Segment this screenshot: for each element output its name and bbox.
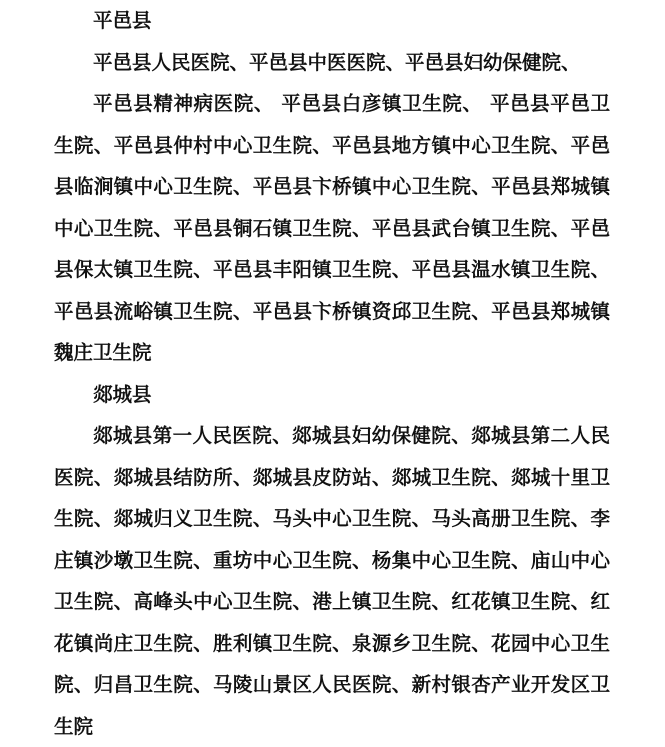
section-heading-pingyi: 平邑县 <box>93 9 152 32</box>
paragraph-pingyi-2: 平邑县精神病医院、 平邑县白彦镇卫生院、 平邑县平邑卫生院、平邑县仲村中心卫生院、平邑县地方镇中心卫生院、平邑县临涧镇中心卫生院、平邑县卞桥镇中心卫生院、平邑县郑城镇中心卫生院、平邑县铜石镇卫生院、平邑县武台镇卫生院、平邑县保太镇卫生院、平邑县丰阳镇卫生院、平邑县温水镇卫生院、平邑县流峪镇卫生院、平邑县卞桥镇资邱卫生院、平邑县郑城镇魏庄卫生院 <box>54 92 610 364</box>
paragraph-tancheng-1: 郯城县第一人民医院、郯城县妇幼保健院、郯城县第二人民医院、郯城县结防所、郯城县皮防站、郯城卫生院、郯城十里卫生院、郯城归义卫生院、马头中心卫生院、马头高册卫生院、李庄镇沙墩卫生院、重坊中心卫生院、杨集中心卫生院、庙山中心卫生院、高峰头中心卫生院、港上镇卫生院、红花镇卫生院、红花镇尚庄卫生院、胜利镇卫生院、泉源乡卫生院、花园中心卫生院、归昌卫生院、马陵山景区人民医院、新村银杏产业开发区卫生院 <box>54 424 610 738</box>
paragraph-pingyi-1: 平邑县人民医院、平邑县中医医院、平邑县妇幼保健院、 <box>93 50 581 74</box>
section-heading-tancheng: 郯城县 <box>93 382 152 406</box>
document-body <box>54 0 610 747</box>
